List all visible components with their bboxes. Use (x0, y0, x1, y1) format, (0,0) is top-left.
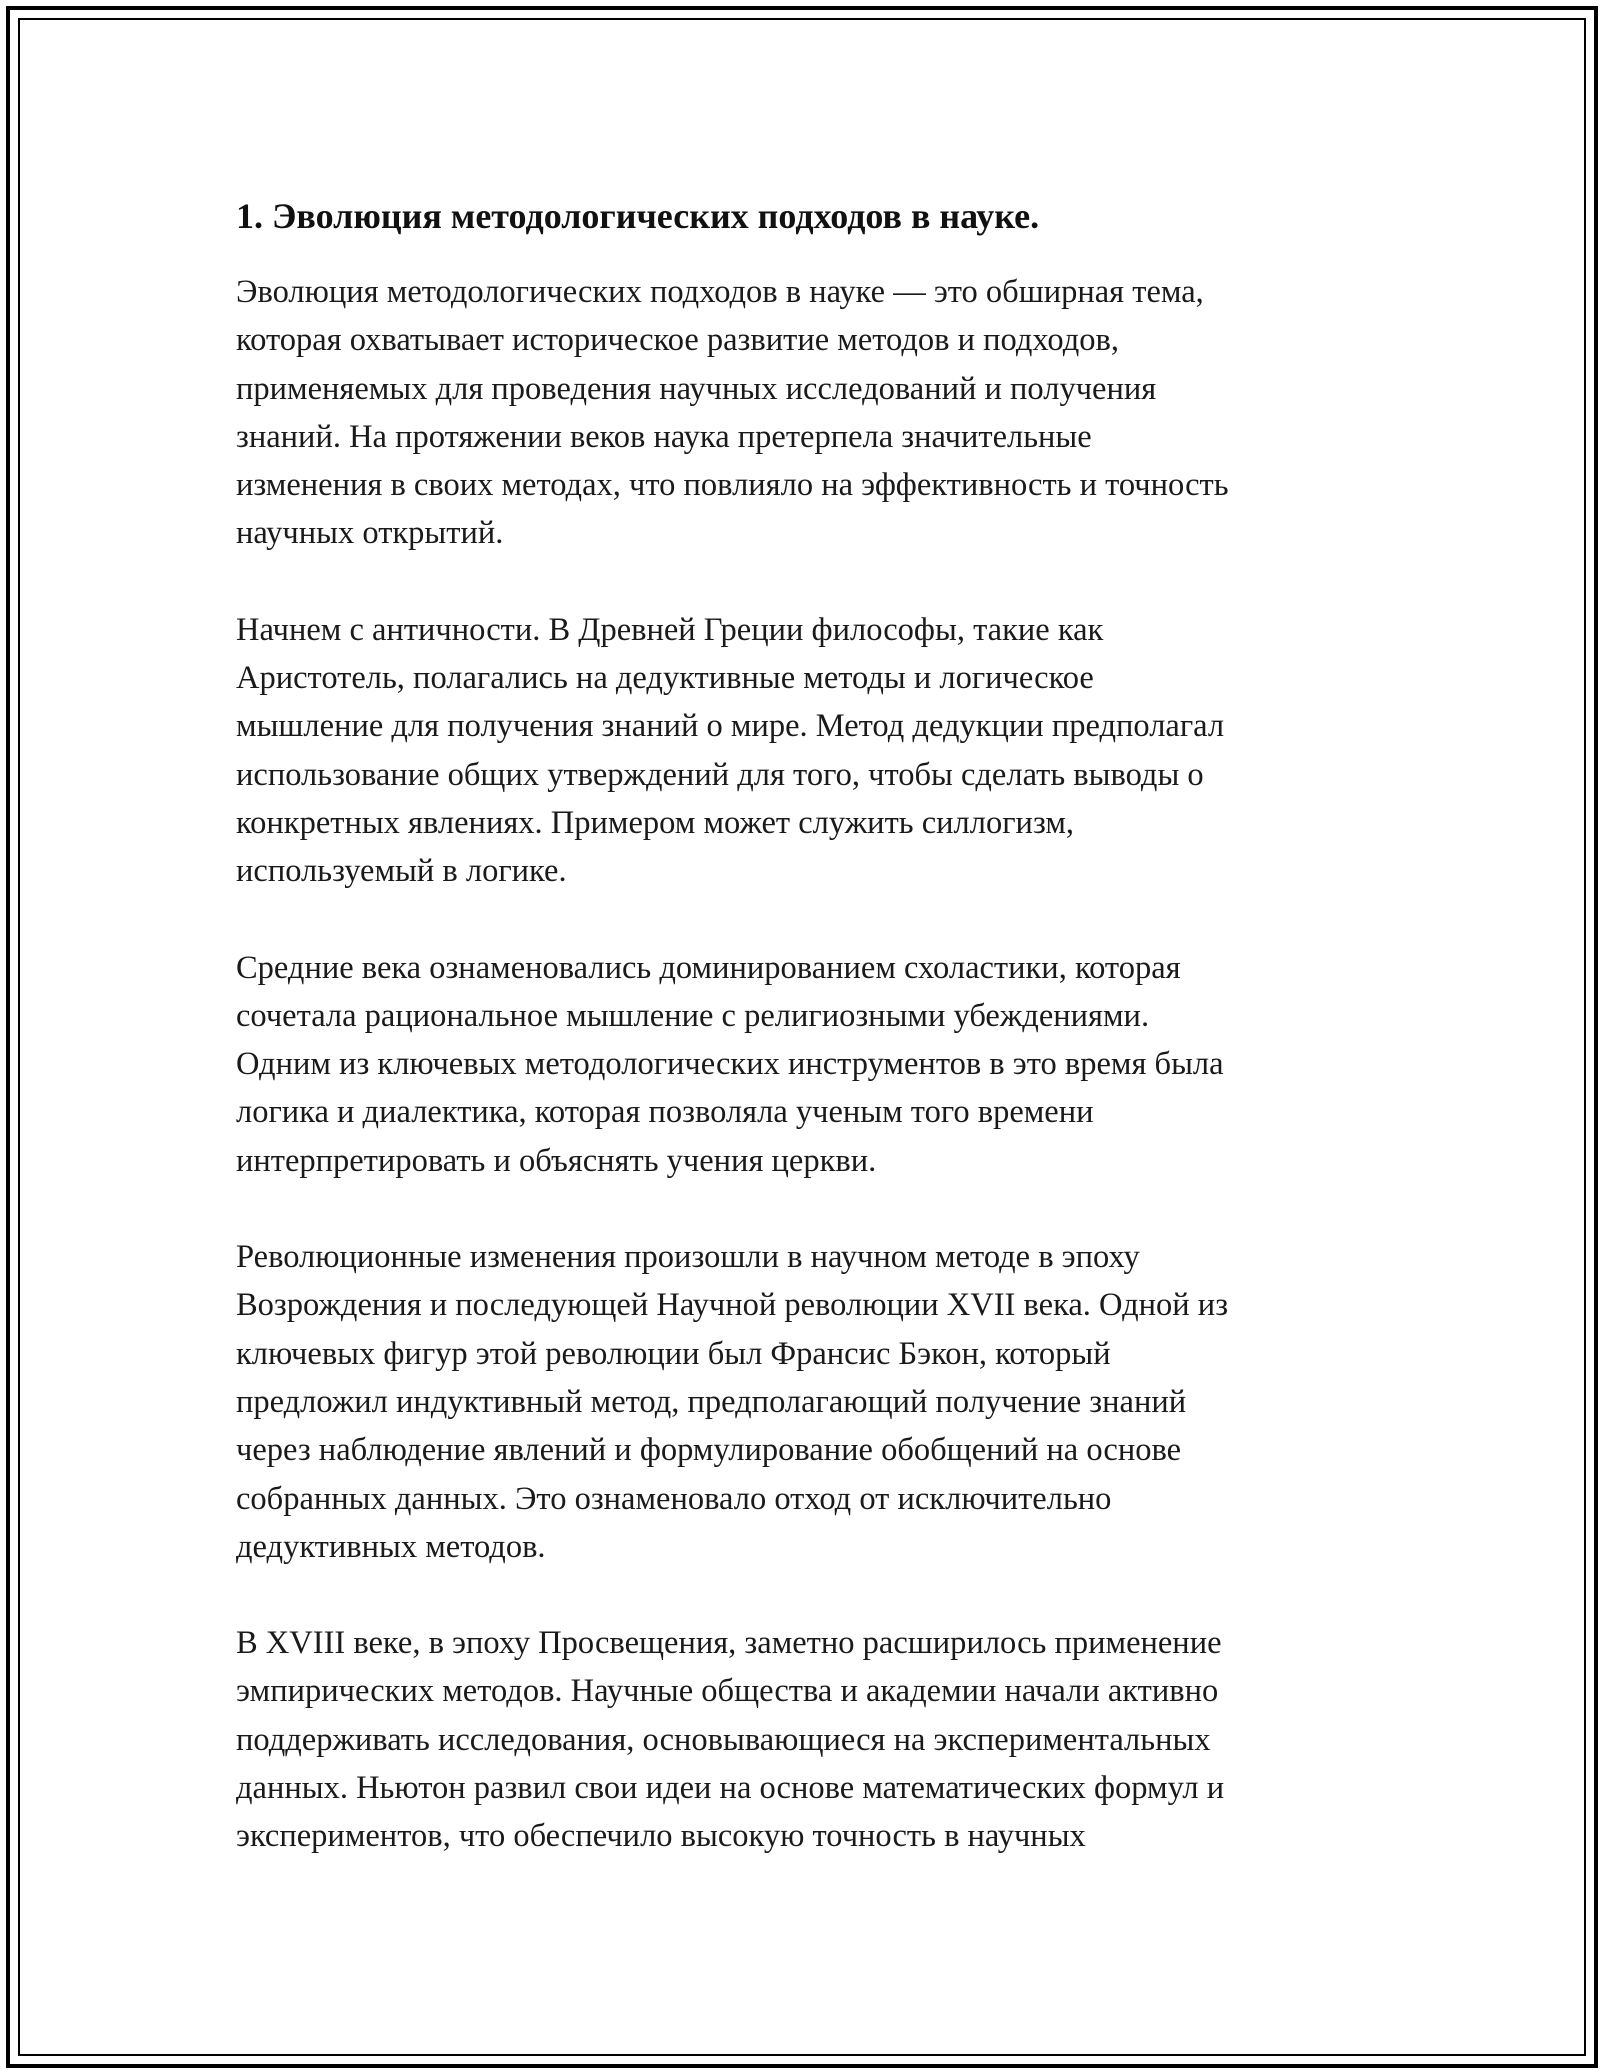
paragraph-line: Начнем с античности. В Древней Греции философы, такие как (236, 611, 1104, 648)
paragraph (236, 1619, 1366, 1860)
paragraph-line: конкретных явлениях. Примером может служить силлогизм, (236, 804, 1075, 841)
paragraph-line: применяемых для проведения научных исследований и получения (236, 370, 1157, 407)
paragraph-line: данных. Ньютон развил свои идеи на основе математических формул и (236, 1770, 1225, 1807)
paragraph-line: использование общих утверждений для того, чтобы сделать выводы о (236, 756, 1204, 793)
paragraph-line: собранных данных. Это ознаменовало отход от исключительно (236, 1480, 1112, 1517)
paragraph-line: Одним из ключевых методологических инструментов в это время была (236, 1046, 1224, 1083)
paragraph (236, 606, 1366, 896)
paragraph-line: которая охватывает историческое развитие методов и подходов, (236, 322, 1119, 359)
paragraph (236, 1233, 1366, 1571)
paragraph-line: изменения в своих методах, что повлияло на эффективность и точность (236, 467, 1229, 504)
paragraph-line: эмпирических методов. Научные общества и академии начали активно (236, 1673, 1219, 1710)
document-body (236, 188, 1366, 1861)
paragraph-line: Эволюция методологических подходов в науке — это обширная тема, (236, 274, 1204, 310)
paragraph-line: предложил индуктивный метод, предполагающий получение знаний (236, 1383, 1187, 1420)
section-heading: 1. Эволюция методологических подходов в науке. (236, 196, 1040, 236)
paragraph-line: интерпретировать и объяснять учения церкви. (236, 1142, 877, 1179)
paragraph-line: научных открытий. (236, 515, 504, 552)
paragraph-list (236, 268, 1366, 1861)
paragraph (236, 944, 1366, 1185)
paragraph-line: Аристотель, полагались на дедуктивные методы и логическое (236, 660, 1094, 697)
paragraph (236, 268, 1366, 558)
paragraph-line: В XVIII веке, в эпоху Просвещения, заметно расширилось применение (236, 1625, 1222, 1662)
paragraph-line: дедуктивных методов. (236, 1528, 546, 1565)
paragraph-line: Революционные изменения произошли в научном методе в эпоху (236, 1239, 1140, 1276)
paragraph-line: Возрождения и последующей Научной революции XVII века. Одной из (236, 1287, 1229, 1324)
paragraph-line: используемый в логике. (236, 853, 567, 890)
paragraph-line: сочетала рациональное мышление с религиозными убеждениями. (236, 997, 1150, 1034)
paragraph-line: поддерживать исследования, основывающиеся на экспериментальных (236, 1721, 1211, 1758)
paragraph-line: знаний. На протяжении веков наука претерпела значительные (236, 418, 1092, 455)
paragraph-line: мышление для получения знаний о мире. Метод дедукции предполагал (236, 708, 1225, 745)
paragraph-line: через наблюдение явлений и формулирование обобщений на основе (236, 1432, 1182, 1469)
paragraph-line: экспериментов, что обеспечило высокую точность в научных (236, 1818, 1086, 1855)
paragraph-line: ключевых фигур этой революции был Франсис Бэкон, который (236, 1335, 1111, 1372)
paragraph-line: Средние века ознаменовались доминированием схоластики, которая (236, 949, 1181, 986)
paragraph-line: логика и диалектика, которая позволяла ученым того времени (236, 1094, 1094, 1131)
